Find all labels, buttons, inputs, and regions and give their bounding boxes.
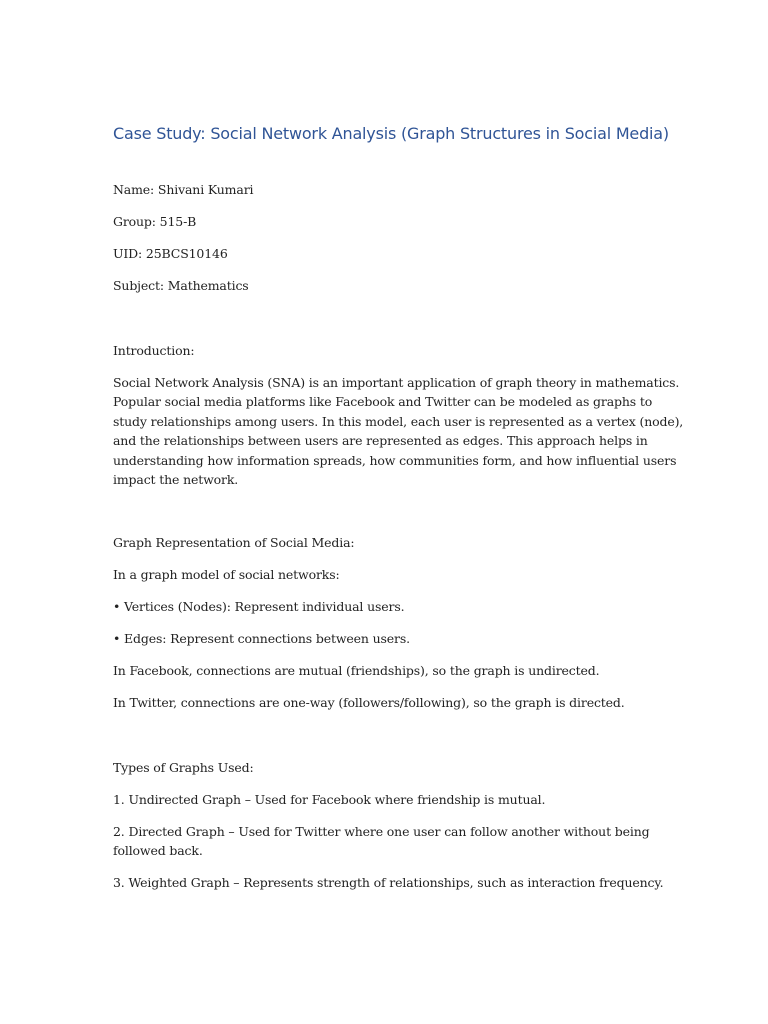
representation-heading: Graph Representation of Social Media: bbox=[113, 535, 355, 550]
introduction-line: impact the network. bbox=[113, 472, 239, 488]
representation-intro: In a graph model of social networks: bbox=[113, 567, 340, 582]
types-heading: Types of Graphs Used: bbox=[113, 760, 254, 775]
type-item-line: 2. Directed Graph – Used for Twitter where one user can follow another without being bbox=[113, 824, 650, 839]
introduction-heading: Introduction: bbox=[113, 343, 195, 358]
twitter-sentence: In Twitter, connections are one-way (followers/following), so the graph is directed. bbox=[113, 695, 625, 710]
introduction-line: Social Network Analysis (SNA) is an important application of graph theory in mathematics. bbox=[113, 375, 680, 390]
type-item-weighted: 3. Weighted Graph – Represents strength of relationships, such as interaction frequency. bbox=[113, 875, 664, 890]
type-item-undirected: 1. Undirected Graph – Used for Facebook where friendship is mutual. bbox=[113, 792, 546, 807]
introduction-paragraph bbox=[113, 373, 684, 489]
bullet-edges: • Edges: Represent connections between users. bbox=[113, 631, 410, 646]
type-item-line: followed back. bbox=[113, 843, 203, 859]
document-title: Case Study: Social Network Analysis (Graph Structures in Social Media) bbox=[113, 124, 669, 143]
student-uid: UID: 25BCS10146 bbox=[113, 246, 228, 261]
bullet-vertices: • Vertices (Nodes): Represent individual users. bbox=[113, 599, 405, 614]
introduction-line: and the relationships between users are represented as edges. This approach helps in bbox=[113, 433, 648, 449]
subject: Subject: Mathematics bbox=[113, 278, 249, 293]
introduction-line: study relationships among users. In this model, each user is represented as a vertex (node), bbox=[113, 413, 684, 429]
introduction-line: understanding how information spreads, how communities form, and how influential users bbox=[113, 452, 677, 468]
student-group: Group: 515-B bbox=[113, 214, 197, 229]
type-item-directed bbox=[113, 822, 658, 861]
student-name: Name: Shivani Kumari bbox=[113, 182, 254, 197]
facebook-sentence: In Facebook, connections are mutual (friendships), so the graph is undirected. bbox=[113, 663, 600, 678]
introduction-line: Popular social media platforms like Facebook and Twitter can be modeled as graphs to bbox=[113, 394, 653, 410]
